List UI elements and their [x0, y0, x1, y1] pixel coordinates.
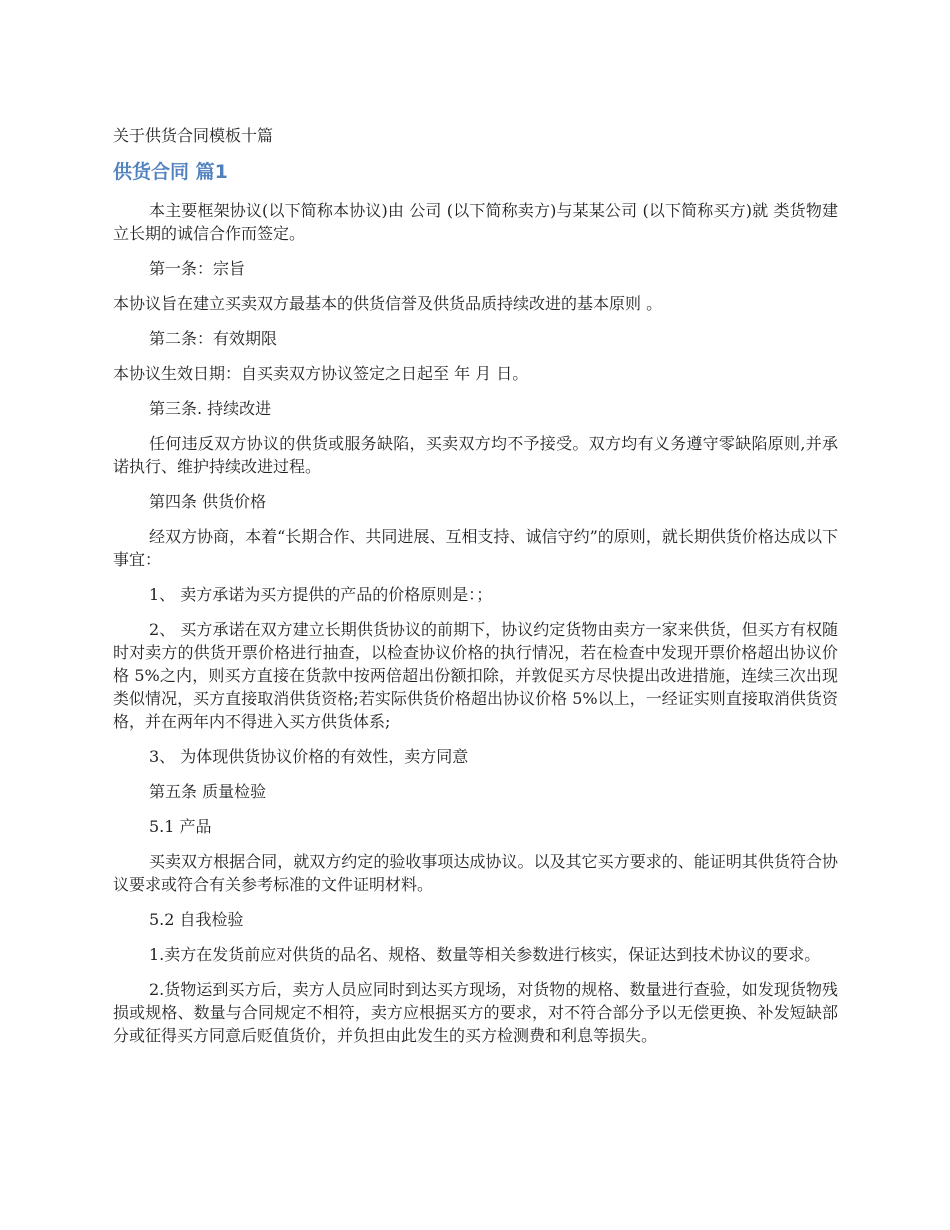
- paragraph-5-2-item-2: 2.货物运到买方后，卖方人员应同时到达买方现场，对货物的规格、数量进行查验，如发现货物残损或规格、数量与合同规定不相符，卖方应根据买方的要求，对不符合部分予以无偿更换、补发短缺部分或征得买方同意后贬值货价，并负担由此发生的买方检测费和利息等损失。: [113, 980, 838, 1045]
- document-title: 关于供货合同模板十篇: [113, 126, 274, 145]
- paragraph-article-4-intro: 经双方协商，本着“长期合作、共同进展、互相支持、诚信守约”的原则，就长期供货价格达成以下事宜：: [113, 527, 838, 569]
- document-body: [113, 124, 838, 1059]
- paragraph-article-2-body: 本协议生效日期：自买卖双方协议签定之日起至 年 月 日。: [113, 364, 529, 383]
- paragraph-5-2-heading: 5.2 自我检验: [149, 910, 244, 929]
- paragraph-5-1-body: 买卖双方根据合同，就双方约定的验收事项达成协议。以及其它买方要求的、能证明其供货符合协议要求或符合有关参考标准的文件证明材料。: [113, 852, 838, 894]
- paragraph-article-1-body: 本协议旨在建立买卖双方最基本的供货信誉及供货品质持续改进的基本原则 。: [113, 294, 663, 313]
- paragraph-article-4-item-1: 1、 卖方承诺为买方提供的产品的价格原则是：；: [149, 585, 493, 604]
- paragraph-article-5-heading: 第五条 质量检验: [149, 782, 267, 801]
- paragraph-5-2-item-1: 1.卖方在发货前应对供货的品名、规格、数量等相关参数进行核实，保证达到技术协议的要求。: [149, 945, 821, 964]
- paragraph-article-2-heading: 第二条：有效期限: [149, 329, 278, 348]
- paragraph-intro: 本主要框架协议(以下简称本协议)由 公司 (以下简称卖方)与某某公司 (以下简称买方)就 类货物建立长期的诚信合作而签定。: [113, 201, 838, 243]
- paragraph-5-1-heading: 5.1 产品: [149, 817, 212, 836]
- paragraph-article-4-heading: 第四条 供货价格: [149, 492, 267, 511]
- paragraph-article-4-item-2: 2、 买方承诺在双方建立长期供货协议的前期下，协议约定货物由卖方一家来供货，但买方有权随时对卖方的供货开票价格进行抽查，以检查协议价格的执行情况，若在检查中发现开票价格超出协议价格 5%之内，则买方直接在货款中按两倍超出份额扣除，并敦促买方尽快提出改进措施，连续三次出现类似情况，买方直接取消供货资格;若实际供货价格超出协议价格 5%以上，一经证实则直接取消供货资格，并在两年内不得进入买方供货体系;: [113, 620, 838, 731]
- paragraph-article-4-item-3: 3、 为体现供货协议价格的有效性，卖方同意: [149, 747, 469, 766]
- paragraph-article-3-body: 任何违反双方协议的供货或服务缺陷，买卖双方均不予接受。双方均有义务遵守零缺陷原则,并承诺执行、维护持续改进过程。: [113, 434, 838, 476]
- paragraph-article-3-heading: 第三条. 持续改进: [149, 399, 272, 418]
- paragraph-article-1-heading: 第一条：宗旨: [149, 259, 246, 278]
- section-heading: 供货合同 篇1: [113, 161, 228, 183]
